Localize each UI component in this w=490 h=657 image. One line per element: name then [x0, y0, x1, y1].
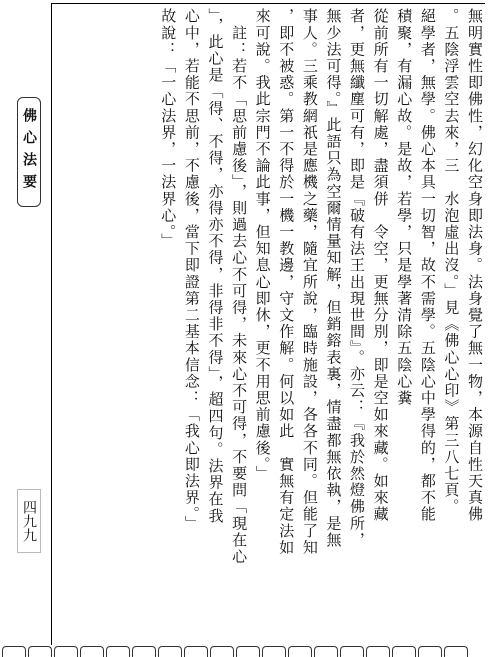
top-rule — [52, 3, 485, 4]
nav-tab-button[interactable] — [54, 646, 78, 657]
nav-tab-button[interactable] — [236, 646, 260, 657]
text-column: 故說：「一心法界，一法界心。」 — [159, 8, 178, 250]
nav-tab-button[interactable] — [132, 646, 156, 657]
text-column: 來可說。我此宗門不論此事，但知息心即休，更不用思前慮後。」 — [253, 8, 272, 482]
nav-tab-button[interactable] — [184, 646, 208, 657]
text-frame — [58, 8, 486, 640]
nav-tab-button[interactable] — [392, 646, 416, 657]
nav-tab-button[interactable] — [80, 646, 104, 657]
left-margin-rule — [51, 3, 52, 645]
text-column: 者，更無纖塵可有，即是『破有法王出現世間』。亦云：『我於然燈佛所， — [348, 8, 367, 549]
body-text — [58, 8, 486, 640]
text-column: 無明實性即佛性，幻化空身即法身。法身覺了無一物，本源自性天真佛 — [466, 8, 484, 523]
nav-tab-button[interactable] — [28, 646, 52, 657]
text-column: 無少法可得。』此語只為空爾情量知解，但銷鎔表裏，情盡都無依執，是無 — [324, 8, 343, 549]
text-column: 」，此心是「得、不得，亦得亦不得，非得非不得」，超四句。法界在我 — [206, 8, 225, 525]
nav-tab-button[interactable] — [158, 646, 182, 657]
text-column: 絕學者，無學。佛心本具一切智，故不需學。五陰心中學得的，都不能 — [418, 8, 437, 523]
text-column: ，即不被惑。第一不得於一機一教邊，守文作解。何以如此 實無有定法如 — [277, 8, 296, 556]
text-column: 從前所有一切解處，盡須併 令空，更無分別，即是空如來藏。如來藏 — [371, 8, 390, 523]
text-column: 。五陰浮雲空去來，三 水泡虛出沒。」見《佛心心印》第三八七頁。 — [442, 8, 461, 516]
nav-tab-button[interactable] — [210, 646, 234, 657]
text-column: 積聚，有漏心故。是故，若學，只是學著清除五陰心糞 — [395, 8, 414, 407]
text-column: 事人。三乘教網祇是應機之藥，隨宜所說，臨時施設，各各不同。但能了知 — [300, 8, 319, 556]
nav-tab-button[interactable] — [314, 646, 338, 657]
text-column: 心中，若能不思前，不慮後，當下即證第二基本信念：「我心即法界。」 — [182, 8, 201, 532]
nav-tab-button[interactable] — [262, 646, 286, 657]
nav-tab-button[interactable] — [106, 646, 130, 657]
nav-tab-button[interactable] — [340, 646, 364, 657]
bottom-nav-bar — [0, 646, 490, 654]
nav-tab-button[interactable] — [2, 646, 26, 657]
page-number: 四九九 — [17, 489, 41, 553]
nav-tab-button[interactable] — [366, 646, 390, 657]
nav-tab-button[interactable] — [444, 646, 468, 657]
nav-tab-button[interactable] — [288, 646, 312, 657]
nav-tab-button[interactable] — [418, 646, 442, 657]
text-column: 註：若不「思前慮後」，則過去心不可得，未來心不可得，不要問「現在心 — [230, 8, 249, 565]
book-title-tab: 佛心法要 — [17, 97, 41, 207]
